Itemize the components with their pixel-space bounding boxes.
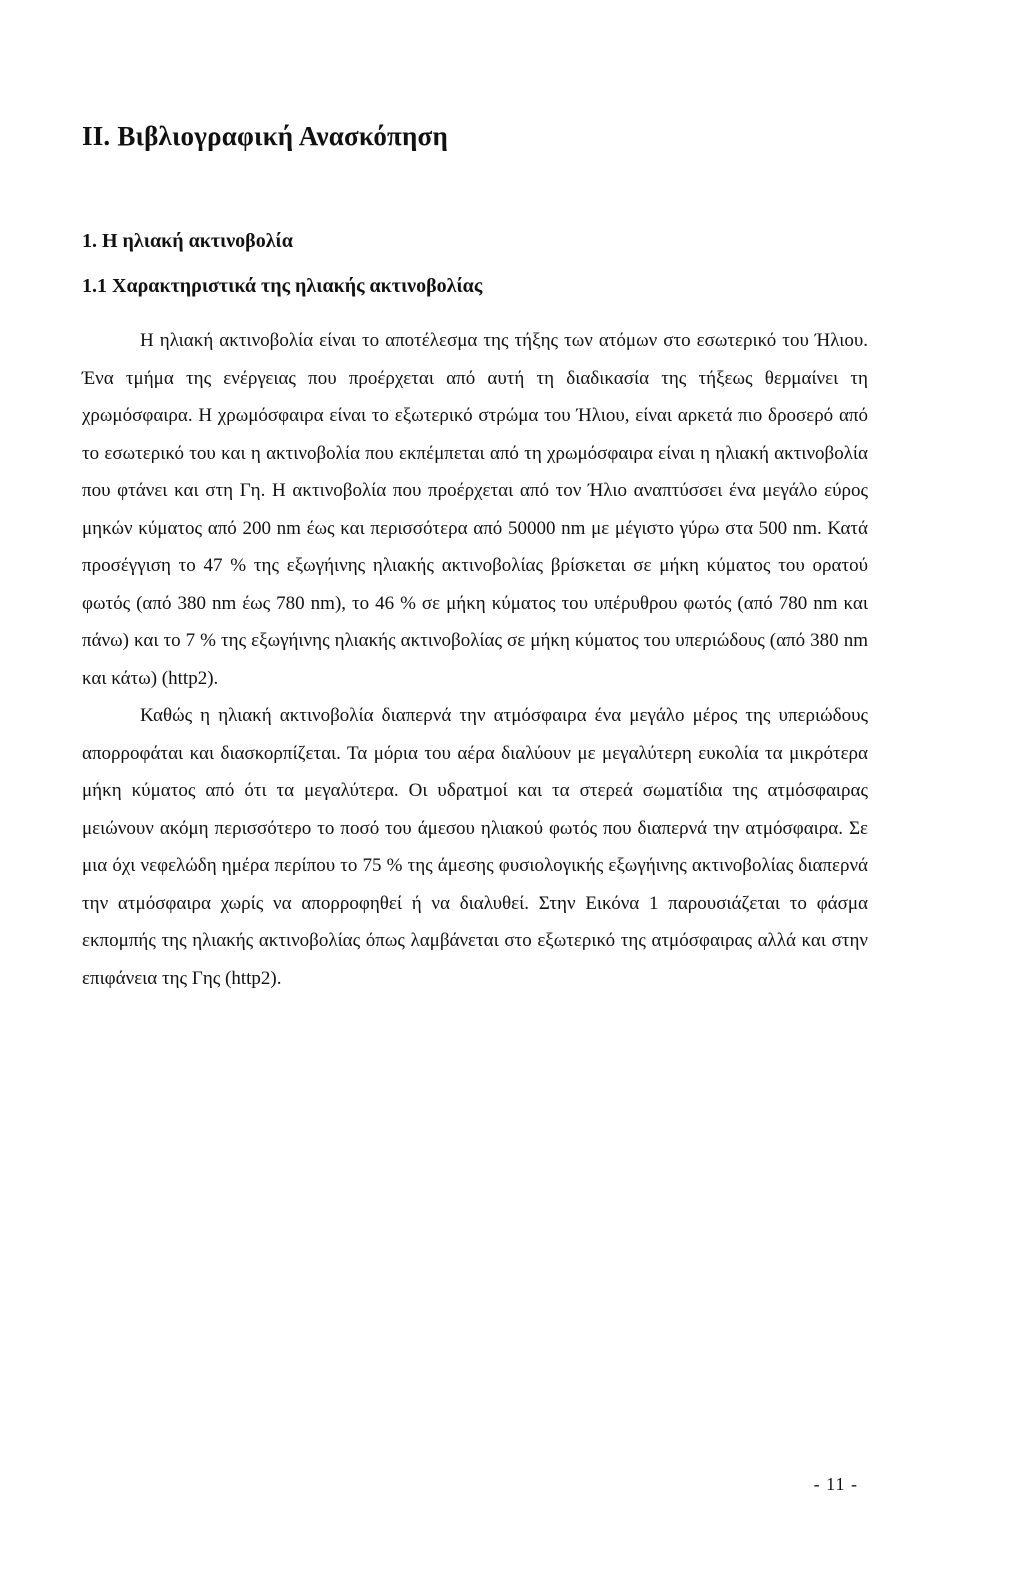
subsection-heading: 1.1 Χαρακτηριστικά της ηλιακής ακτινοβολίας (82, 275, 483, 298)
page-number: - 11 - (813, 1474, 858, 1494)
section-heading: 1. Η ηλιακή ακτινοβολία (82, 230, 293, 253)
body-paragraph-solar-radiation: Η ηλιακή ακτινοβολία είναι το αποτέλεσμα της τήξης των ατόμων στο εσωτερικό του Ήλιου. Ένα τμήμα της ενέργειας που προέρχεται από αυτή τη διαδικασία της τήξεως θερμαίνει τη χρωμόσφαιρα. Η χρωμόσφαιρα είναι το εξωτερικό στρώμα του Ήλιου, είναι αρκετά πιο δροσερό από το εσωτερικό του και η ακτινοβολία που εκπέμπεται από τη χρωμόσφαιρα είναι η ηλιακή ακτινοβολία που φτάνει και στη Γη. Η ακτινοβολία που προέρχεται από τον Ήλιο αναπτύσσει ένα μεγάλο εύρος μηκών κύματος από 200 nm έως και περισσότερα από 50000 nm με μέγιστο γύρω στα 500 nm. Κατά προσέγγιση το 47 % της εξωγήινης ηλιακής ακτινοβολίας βρίσκεται σε μήκη κύματος του ορατού φωτός (από 380 nm έως 780 nm), το 46 % σε μήκη κύματος του υπέρυθρου φωτός (από 780 nm και πάνω) και το 7 % της εξωγήινης ηλιακής ακτινοβολίας σε μήκη κύματος του υπεριώδους (από 380 nm και κάτω) (http2). (82, 330, 868, 689)
body-paragraph-atmosphere: Καθώς η ηλιακή ακτινοβολία διαπερνά την ατμόσφαιρα ένα μεγάλο μέρος της υπεριώδους απορροφάται και διασκορπίζεται. Τα μόρια του αέρα διαλύουν με μεγαλύτερη ευκολία τα μικρότερα μήκη κύματος από ότι τα μεγαλύτερα. Οι υδρατμοί και τα στερεά σωματίδια της ατμόσφαιρας μειώνουν ακόμη περισσότερο το ποσό του άμεσου ηλιακού φωτός που διαπερνά την ατμόσφαιρα. Σε μια όχι νεφελώδη ημέρα περίπου το 75 % της άμεσης φυσιολογικής εξωγήινης ακτινοβολίας διαπερνά την ατμόσφαιρα χωρίς να απορροφηθεί ή να διαλυθεί. Στην Εικόνα 1 παρουσιάζεται το φάσμα εκπομπής της ηλιακής ακτινοβολίας όπως λαμβάνεται στο εξωτερικό της ατμόσφαιρας αλλά και στην επιφάνεια της Γης (http2). (82, 705, 868, 989)
document-page (82, 120, 868, 997)
chapter-title: II. Βιβλιογραφική Ανασκόπηση (82, 121, 448, 151)
